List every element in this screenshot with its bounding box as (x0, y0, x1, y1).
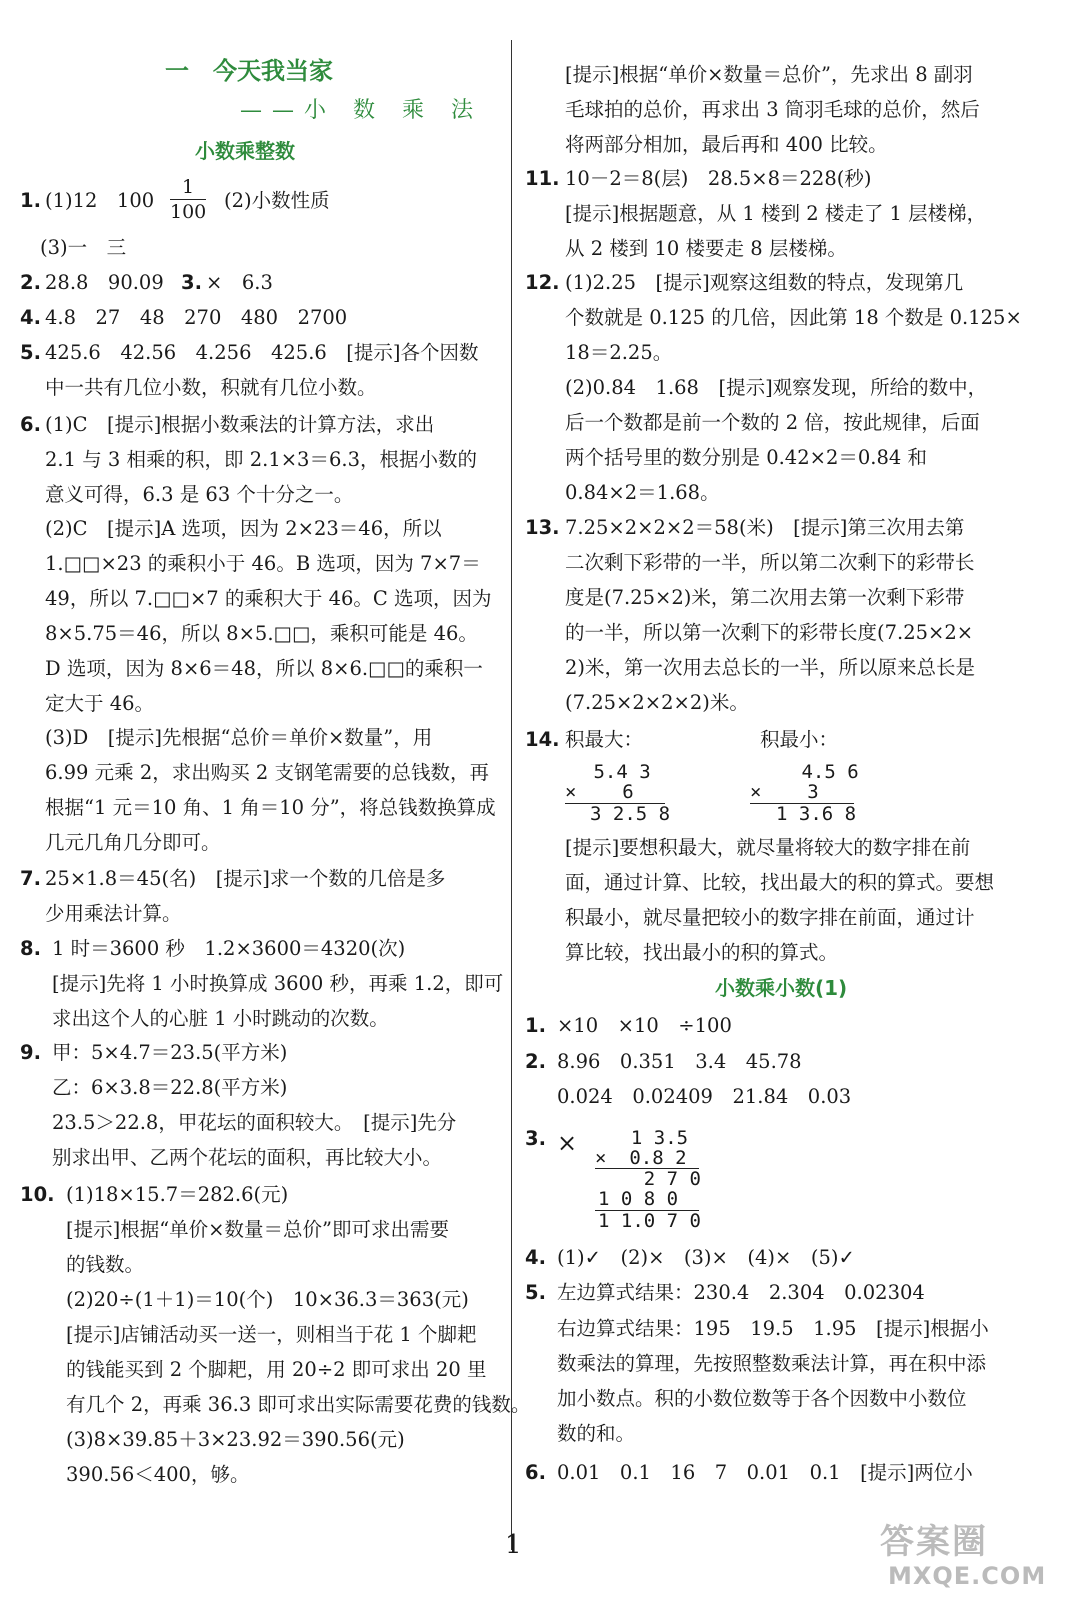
watermark (880, 1500, 1050, 1595)
answer-text: D 选项，因为 8×6＝48，所以 8×6.□□的乘积一 (45, 657, 483, 680)
item-number: 10. (20, 1183, 55, 1206)
item-number: 11. (525, 167, 560, 190)
answer-text: 7.25×2×2×2＝58(米) [提示]第三次用去第 (565, 516, 965, 539)
item-number: 3. (181, 271, 202, 294)
answer-text: 18＝2.25。 (565, 341, 673, 364)
answer-text: 2.1 与 3 相乘的积，即 2.1×3＝6.3，根据小数的 (45, 448, 477, 471)
item-number: 4. (525, 1246, 546, 1269)
column-divider (511, 40, 512, 1550)
answer-text: 甲：5×4.7＝23.5(平方米) (52, 1041, 288, 1064)
answer-text: 的一半，所以第一次剩下的彩带长度(7.25×2× (565, 621, 974, 644)
answer-text: 右边算式结果：195 19.5 1.95 [提示]根据小 (557, 1317, 989, 1340)
answer-text: 积最小： (760, 728, 839, 751)
fraction-bar (170, 199, 206, 200)
answer-text: [提示]店铺活动买一送一，则相当于花 1 个脚耙 (66, 1323, 477, 1346)
answer-text: 后一个数都是前一个数的 2 倍，按此规律，后面 (565, 411, 980, 434)
answer-text: 度是(7.25×2)米，第二次用去第一次剩下彩带 (565, 586, 965, 609)
answer-text: 2)米，第一次用去总长的一半，所以原来总长是 (565, 656, 976, 679)
answer-text: 将两部分相加，最后再和 400 比较。 (565, 133, 888, 156)
answer-text: × 6.3 (206, 271, 273, 294)
fraction-numerator: 1 (181, 176, 195, 198)
answer-text: 算比较，找出最小的积的算式。 (565, 941, 839, 964)
answer-mark: × (557, 1129, 578, 1157)
answer-text: (1)18×15.7＝282.6(元) (66, 1183, 289, 1206)
answer-text: 的钱能买到 2 个脚耙，用 20÷2 即可求出 20 里 (66, 1358, 487, 1381)
unit-title: 一 今天我当家 (165, 57, 333, 85)
vertical-calc-line: × 6 (565, 781, 634, 803)
fraction (170, 176, 206, 223)
answer-text: 几元几角几分即可。 (45, 831, 221, 854)
answer-text: (3)一 三 (40, 236, 127, 259)
item-number: 6. (525, 1461, 546, 1484)
answer-text: 两个括号里的数分别是 0.42×2＝0.84 和 (565, 446, 927, 469)
item-number: 3. (525, 1127, 546, 1150)
item-number: 2. (525, 1050, 546, 1073)
item-number: 14. (525, 728, 560, 751)
answer-text: ×10 ×10 ÷100 (557, 1014, 732, 1037)
vertical-calc-result: 1 3.6 8 (776, 803, 857, 825)
answer-text: 8×5.75＝46，所以 8×5.□□，乘积可能是 46。 (45, 622, 478, 645)
answer-text: (1)2.25 [提示]观察这组数的特点，发现第几 (565, 271, 964, 294)
answer-text: 积最大： (565, 728, 644, 751)
answer-text: 0.01 0.1 16 7 0.01 0.1 [提示]两位小 (557, 1461, 973, 1484)
answer-text: [提示]根据“单价×数量＝总价”即可求出需要 (66, 1218, 449, 1241)
section-title: 小数乘小数(1) (715, 976, 848, 1000)
answer-text: [提示]根据题意，从 1 楼到 2 楼走了 1 层楼梯， (565, 202, 987, 225)
answer-text: 左边算式结果：230.4 2.304 0.02304 (557, 1281, 925, 1304)
answer-text: (1)C [提示]根据小数乘法的计算方法，求出 (45, 413, 435, 436)
fraction-denominator: 100 (170, 201, 207, 223)
answer-text: 面，通过计算、比较，找出最大的积的算式。要想 (565, 871, 995, 894)
vertical-calc-result: 3 2.5 8 (590, 803, 671, 825)
answer-text: 意义可得，6.3 是 63 个十分之一。 (45, 483, 354, 506)
answer-text: 中一共有几位小数，积就有几位小数。 (45, 376, 377, 399)
answer-text: 二次剩下彩带的一半，所以第二次剩下的彩带长 (565, 551, 975, 574)
answer-text: [提示]先将 1 小时换算成 3600 秒，再乘 1.2，即可 (52, 972, 504, 995)
vertical-calc-line: 1 3.5 (608, 1127, 689, 1149)
vertical-calc-line: 4.5 6 (790, 761, 859, 783)
answer-text: 28.8 90.09 (45, 271, 184, 294)
answer-text: 1.□□×23 的乘积小于 46。B 选项，因为 7×7＝ (45, 552, 481, 575)
answer-text: 425.6 42.56 4.256 425.6 [提示]各个因数 (45, 341, 479, 364)
item-number: 8. (20, 937, 41, 960)
answer-text: 10－2＝8(层) 28.5×8＝228(秒) (565, 167, 872, 190)
page-number: 1 (505, 1530, 522, 1560)
item-number: 4. (20, 306, 41, 329)
item-number: 9. (20, 1041, 41, 1064)
vertical-calc-line: 5.4 3 (582, 761, 651, 783)
vertical-calc-line: × 3 (750, 781, 819, 803)
answer-text: 数乘法的算理，先按照整数乘法计算，再在积中添 (557, 1352, 987, 1375)
answer-text: [提示]根据“单价×数量＝总价”，先求出 8 副羽 (565, 63, 973, 86)
item-number: 1. (525, 1014, 546, 1037)
section-title: 小数乘整数 (195, 139, 295, 163)
answer-text: (2)小数性质 (224, 189, 330, 212)
vertical-calc-line: 2 7 0 (598, 1168, 701, 1190)
answer-text: (2)20÷(1＋1)＝10(个) 10×36.3＝363(元) (66, 1288, 469, 1311)
item-number: 6. (20, 413, 41, 436)
answer-text: 定大于 46。 (45, 692, 155, 715)
answer-text: 毛球拍的总价，再求出 3 筒羽毛球的总价，然后 (565, 98, 980, 121)
answer-text: 加小数点。积的小数位数等于各个因数中小数位 (557, 1387, 967, 1410)
answer-text: 0.84×2＝1.68。 (565, 481, 720, 504)
answer-text: 别求出甲、乙两个花坛的面积，再比较大小。 (52, 1146, 443, 1169)
answer-text: (1)✓ (2)× (3)× (4)× (5)✓ (557, 1246, 855, 1269)
answer-text: 8.96 0.351 3.4 45.78 (557, 1050, 802, 1073)
item-number: 13. (525, 516, 560, 539)
answer-text: (2)C [提示]A 选项，因为 2×23＝46，所以 (45, 517, 442, 540)
answer-text: 25×1.8＝45(名) [提示]求一个数的几倍是多 (45, 867, 446, 890)
item-number: 2. (20, 271, 41, 294)
answer-text: (3)D [提示]先根据“总价＝单价×数量”，用 (45, 726, 433, 749)
answer-text: 4.8 27 48 270 480 2700 (45, 306, 348, 329)
answer-text: (3)8×39.85＋3×23.92＝390.56(元) (66, 1428, 405, 1451)
item-number: 5. (525, 1281, 546, 1304)
unit-subtitle: ——小 数 乘 法 (240, 98, 483, 123)
answer-text: (7.25×2×2×2)米。 (565, 691, 749, 714)
answer-text: 有几个 2，再乘 36.3 即可求出实际需要花费的钱数。 (66, 1393, 531, 1416)
watermark-brand: 答案圈 (880, 1522, 988, 1562)
answer-text: 0.024 0.02409 21.84 0.03 (557, 1085, 852, 1108)
answer-text: 从 2 楼到 10 楼要走 8 层楼梯。 (565, 237, 847, 260)
item-number: 7. (20, 867, 41, 890)
answer-text: 数的和。 (557, 1422, 636, 1445)
watermark-site: MXQE.COM (888, 1562, 1047, 1590)
answer-text: 49，所以 7.□□×7 的乘积大于 46。C 选项，因为 (45, 587, 492, 610)
answer-text: 根据“1 元＝10 角、1 角＝10 分”，将总钱数换算成 (45, 796, 496, 819)
answer-text: 1 时＝3600 秒 1.2×3600＝4320(次) (52, 937, 406, 960)
answer-text: [提示]要想积最大，就尽量将较大的数字排在前 (565, 836, 971, 859)
vertical-calc-line: × 0.8 2 (595, 1147, 687, 1169)
answer-text: 求出这个人的心脏 1 小时跳动的次数。 (52, 1007, 389, 1030)
item-number: 1. (20, 189, 41, 212)
vertical-calc-line: 1 0 8 0 (598, 1188, 679, 1210)
answer-text: 23.5＞22.8，甲花坛的面积较大。 [提示]先分 (52, 1111, 457, 1134)
answer-text: 少用乘法计算。 (45, 902, 182, 925)
answer-text: 的钱数。 (66, 1253, 145, 1276)
item-number: 12. (525, 271, 560, 294)
answer-text: 6.99 元乘 2，求出购买 2 支钢笔需要的总钱数，再 (45, 761, 490, 784)
answer-text: 积最小，就尽量把较小的数字排在前面，通过计 (565, 906, 975, 929)
answer-text: 390.56＜400，够。 (66, 1463, 250, 1486)
vertical-calc-result: 1 1.0 7 0 (598, 1210, 701, 1232)
answer-text: (1)12 100 (45, 189, 155, 212)
answer-text: 个数就是 0.125 的几倍，因此第 18 个数是 0.125× (565, 306, 1022, 329)
answer-text: (2)0.84 1.68 [提示]观察发现，所给的数中， (565, 376, 988, 399)
answer-text: 乙：6×3.8＝22.8(平方米) (52, 1076, 288, 1099)
item-number: 5. (20, 341, 41, 364)
